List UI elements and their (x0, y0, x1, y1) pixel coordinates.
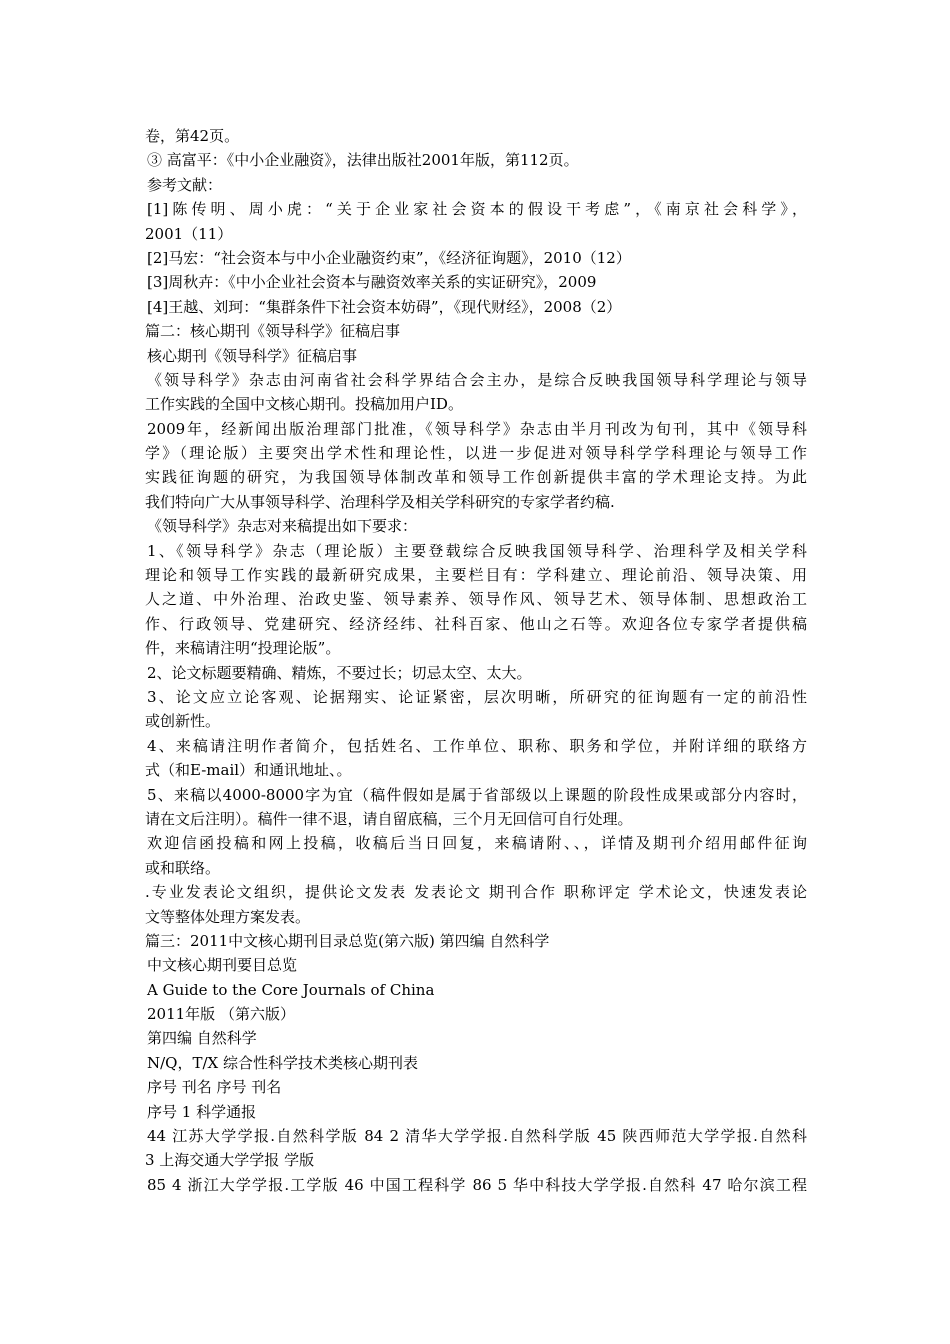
text-line: 理论和领导工作实践的最新研究成果，主要栏目有：学科建立、理论前沿、领导决策、用 (145, 566, 807, 585)
text-line: 5、来稿以4000-8000字为宜（稿件假如是属于省部级以上课题的阶段性成果或部分内容时， (147, 785, 807, 804)
text-line: 参考文献： (147, 175, 223, 194)
text-line: 篇二：核心期刊《领导科学》征稿启事 (145, 322, 401, 341)
text-line: 2009年，经新闻出版治理部门批准，《领导科学》杂志由半月刊改为旬刊，其中《领导科 (147, 419, 807, 438)
text-line: N/Q，T/X 综合性科学技术类核心期刊表 (147, 1053, 418, 1072)
text-line: 序号 1 科学通报 (147, 1102, 257, 1121)
text-line: 件，来稿请注明“投理论版”。 (145, 639, 341, 658)
text-line: 作、行政领导、党建研究、经济经纬、社科百家、他山之石等。欢迎各位专家学者提供稿 (145, 614, 807, 633)
text-line: 篇三：2011中文核心期刊目录总览(第六版) 第四编 自然科学 (145, 931, 550, 950)
text-line: .专业发表论文组织，提供论文发表 发表论文 期刊合作 职称评定 学术论文，快速发表论 (145, 883, 807, 902)
text-line: [1]陈传明、周小虎：“关于企业家社会资本的假设干考虑”，《南京社会科学》， (147, 200, 807, 219)
text-line: 欢迎信函投稿和网上投稿，收稿后当日回复，来稿请附、、，详情及期刊介绍用邮件征询 (147, 834, 807, 853)
text-line: 第四编 自然科学 (147, 1029, 257, 1048)
text-line: 卷，第42页。 (145, 127, 240, 145)
text-line: [3]周秋卉：《中小企业社会资本与融资效率关系的实证研究》，2009 (147, 273, 597, 292)
text-line: ③ 高富平：《中小企业融资》，法律出版社2001年版，第112页。 (147, 151, 579, 170)
text-line: 4、来稿请注明作者简介，包括姓名、工作单位、职称、职务和学位，并附详细的联络方 (147, 736, 807, 755)
text-line: 核心期刊《领导科学》征稿启事 (147, 346, 358, 365)
text-line: 3 上海交通大学学报 学版 (145, 1151, 315, 1170)
text-line: 2、论文标题要精确、精炼，不要过长；切忌太空、太大。 (147, 663, 532, 682)
text-line: 《领导科学》杂志由河南省社会科学界结合会主办，是综合反映我国领导科学理论与领导 (147, 370, 807, 389)
text-line: 2001（11） (145, 224, 233, 243)
text-line: 1、《领导科学》杂志（理论版）主要登载综合反映我国领导科学、治理科学及相关学科 (147, 541, 807, 560)
text-line: 或和联络。 (145, 858, 221, 877)
text-line: 实践征询题的研究，为我国领导体制改革和领导工作创新提供丰富的学术理论支持。为此 (145, 468, 807, 487)
text-line: 中文核心期刊要目总览 (147, 956, 298, 975)
text-line: 序号 刊名 序号 刊名 (147, 1078, 282, 1097)
text-line: 工作实践的全国中文核心期刊。投稿加用户ID。 (145, 395, 463, 414)
text-line: 或创新性。 (145, 712, 221, 731)
text-line: 式（和E-mail）和通讯地址、。 (145, 761, 352, 780)
text-line: 85 4 浙江大学学报.工学版 46 中国工程科学 86 5 华中科技大学学报.自然科 47 哈尔滨工程 (147, 1175, 807, 1194)
text-line: [4]王越、刘珂：“集群条件下社会资本妨碍”，《现代财经》，2008（2） (147, 297, 622, 316)
text-line: 我们特向广大从事领导科学、治理科学及相关学科研究的专家学者约稿. (145, 492, 615, 511)
text-line: 人之道、中外治理、治政史鉴、领导素养、领导作风、领导艺术、领导体制、思想政治工 (145, 590, 807, 609)
text-line: A Guide to the Core Journals of China (147, 980, 435, 999)
text-line: 文等整体处理方案发表。 (145, 907, 311, 926)
document-body (145, 124, 807, 1197)
text-line: 3、论文应立论客观、论据翔实、论证紧密，层次明晰，所研究的征询题有一定的前沿性 (147, 687, 807, 706)
text-line: 44 江苏大学学报.自然科学版 84 2 清华大学学报.自然科学版 45 陕西师范大学学报.自然科 (147, 1127, 807, 1146)
text-line: 请在文后注明）。稿件一律不退，请自留底稿，三个月无回信可自行处理。 (145, 809, 633, 828)
text-line: 学》（理论版）主要突出学术性和理论性，以进一步促进对领导科学学科理论与领导工作 (145, 444, 807, 463)
text-line: 2011年版 （第六版） (147, 1005, 295, 1024)
text-line: [2]马宏：“社会资本与中小企业融资约束”，《经济征询题》，2010（12） (147, 248, 631, 267)
text-line: 《领导科学》杂志对来稿提出如下要求： (147, 517, 418, 536)
